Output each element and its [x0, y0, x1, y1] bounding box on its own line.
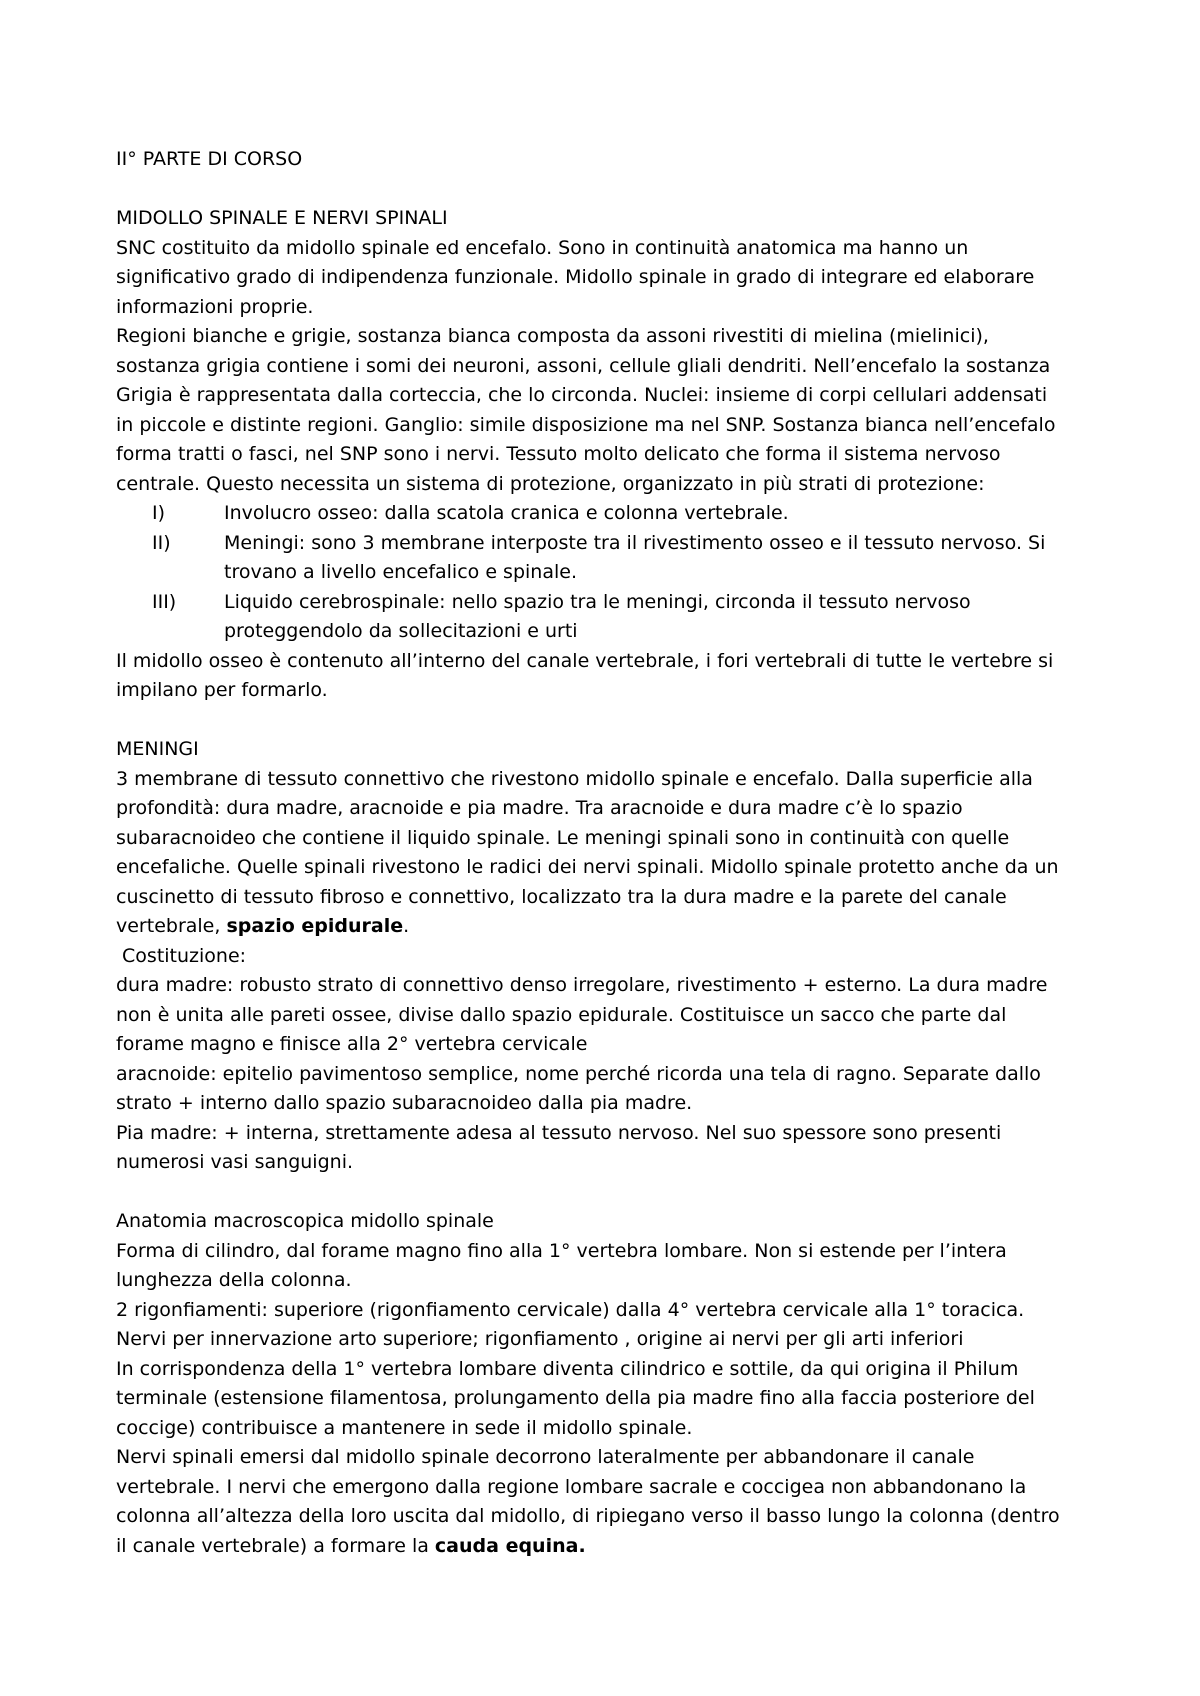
- paragraph-line: forma tratti o fasci, nel SNP sono i nervi. Tessuto molto delicato che forma il sistema nervoso: [116, 443, 1001, 465]
- page-title: II° PARTE DI CORSO: [116, 148, 303, 170]
- list-item-text: Meningi: sono 3 membrane interposte tra il rivestimento osseo e il tessuto nervoso. Si: [224, 531, 1046, 554]
- paragraph-line: significativo grado di indipendenza funzionale. Midollo spinale in grado di integrare ed elaborare: [116, 266, 1035, 288]
- list-item: [116, 529, 1116, 588]
- section-heading-meningi: MENINGI: [116, 738, 199, 760]
- paragraph-line: colonna all’altezza della loro uscita dal midollo, di ripiegano verso il basso lungo la colonna (dentro: [116, 1505, 1060, 1527]
- paragraph-line: impilano per formarlo.: [116, 679, 328, 701]
- list-item-text: proteggendolo da sollecitazioni e urti: [224, 620, 578, 642]
- paragraph-line: profondità: dura madre, aracnoide e pia madre. Tra aracnoide e dura madre c’è lo spazio: [116, 797, 963, 819]
- paragraph-line: [116, 912, 1116, 942]
- list-item-text: Involucro osseo: dalla scatola cranica e colonna vertebrale.: [224, 502, 789, 524]
- paragraph-line: 3 membrane di tessuto connettivo che rivestono midollo spinale e encefalo. Dalla superficie alla: [116, 767, 1033, 790]
- paragraph-line: Nervi spinali emersi dal midollo spinale decorrono lateralmente per abbandonare il canale: [116, 1446, 975, 1468]
- line-text: .: [403, 915, 410, 937]
- list-item-text: trovano a livello encefalico e spinale.: [224, 561, 577, 583]
- paragraph-line: aracnoide: epitelio pavimentoso semplice, nome perché ricorda una tela di ragno. Separate dallo: [116, 1062, 1041, 1085]
- paragraph-line: subaracnoideo che contiene il liquido spinale. Le meningi spinali sono in continuità con quelle: [116, 826, 1010, 849]
- section-midollo-body: [116, 234, 1116, 706]
- paragraph-line: Grigia è rappresentata dalla corteccia, che lo circonda. Nuclei: insieme di corpi cellulari addensati: [116, 384, 1048, 406]
- document-body: [116, 145, 1116, 1561]
- paragraph-line: informazioni proprie.: [116, 295, 314, 318]
- paragraph-line: encefaliche. Quelle spinali rivestono le radici dei nervi spinali. Midollo spinale protetto anche da un: [116, 856, 1059, 878]
- paragraph-line: Nervi per innervazione arto superiore; rigonfiamento , origine ai nervi per gli arti inferiori: [116, 1328, 964, 1350]
- paragraph-line: in piccole e distinte regioni. Ganglio: simile disposizione ma nel SNP. Sostanza bianca nell’encefalo: [116, 413, 1056, 436]
- bold-term-cauda-equina: cauda equina.: [434, 1534, 586, 1557]
- paragraph-line: cuscinetto di tessuto fibroso e connettivo, localizzato tra la dura madre e la parete del canale: [116, 885, 1007, 908]
- paragraph-line: centrale. Questo necessita un sistema di protezione, organizzato in più strati di protezione:: [116, 472, 985, 495]
- list-item-text: Liquido cerebrospinale: nello spazio tra le meningi, circonda il tessuto nervoso: [224, 590, 971, 613]
- section-anatomia-body: [116, 1237, 1116, 1562]
- paragraph-line: terminale (estensione filamentosa, prolungamento della pia madre fino alla faccia posteriore del: [116, 1387, 1035, 1409]
- spacer: [116, 175, 1116, 205]
- spacer: [116, 1178, 1116, 1208]
- section-heading-anatomia: Anatomia macroscopica midollo spinale: [116, 1210, 494, 1232]
- list-number: III): [152, 590, 177, 613]
- spacer: [116, 706, 1116, 736]
- list-number: II): [152, 531, 171, 554]
- section-heading-midollo: MIDOLLO SPINALE E NERVI SPINALI: [116, 207, 448, 229]
- paragraph-line: In corrispondenza della 1° vertebra lombare diventa cilindrico e sottile, da qui origina il Philum: [116, 1357, 1019, 1380]
- paragraph-line: forame magno e finisce alla 2° vertebra cervicale: [116, 1033, 588, 1055]
- paragraph-line: lunghezza della colonna.: [116, 1269, 352, 1291]
- paragraph-line: strato + interno dallo spazio subaracnoideo dalla pia madre.: [116, 1092, 693, 1114]
- line-text: vertebrale,: [116, 915, 227, 937]
- paragraph-line: Pia madre: + interna, strettamente adesa al tessuto nervoso. Nel suo spessore sono presenti: [116, 1121, 1002, 1144]
- paragraph-line: SNC costituito da midollo spinale ed encefalo. Sono in continuità anatomica ma hanno un: [116, 236, 969, 259]
- paragraph-line: Forma di cilindro, dal forame magno fino alla 1° vertebra lombare. Non si estende per l’intera: [116, 1239, 1007, 1262]
- paragraph-line: Il midollo osseo è contenuto all’interno del canale vertebrale, i fori vertebrali di tutte le vertebre si: [116, 649, 1054, 672]
- paragraph-line: [116, 1532, 1116, 1562]
- list-item: [116, 588, 1116, 647]
- paragraph-line: dura madre: robusto strato di connettivo denso irregolare, rivestimento + esterno. La dura madre: [116, 974, 1048, 996]
- paragraph-line: vertebrale. I nervi che emergono dalla regione lombare sacrale e coccigea non abbandonano la: [116, 1475, 1027, 1498]
- paragraph-line: 2 rigonfiamenti: superiore (rigonfiamento cervicale) dalla 4° vertebra cervicale alla 1° toracica.: [116, 1298, 1025, 1321]
- paragraph-line: sostanza grigia contiene i somi dei neuroni, assoni, cellule gliali dendriti. Nell’encefalo la sostanza: [116, 354, 1051, 377]
- list-number: I): [152, 502, 166, 524]
- list-item: [116, 499, 1116, 529]
- paragraph-line: numerosi vasi sanguigni.: [116, 1151, 354, 1173]
- paragraph-line: non è unita alle pareti ossee, divise dallo spazio epidurale. Costituisce un sacco che parte dal: [116, 1003, 1007, 1026]
- paragraph-line: Regioni bianche e grigie, sostanza bianca composta da assoni rivestiti di mielina (mielinici),: [116, 325, 989, 347]
- subheading-costituzione: Costituzione:: [116, 944, 247, 967]
- bold-term-spazio-epidurale: spazio epidurale: [226, 915, 404, 937]
- paragraph-line: coccige) contribuisce a mantenere in sede il midollo spinale.: [116, 1416, 693, 1439]
- section-meningi-body: [116, 765, 1116, 1178]
- line-text: il canale vertebrale) a formare la: [116, 1534, 435, 1557]
